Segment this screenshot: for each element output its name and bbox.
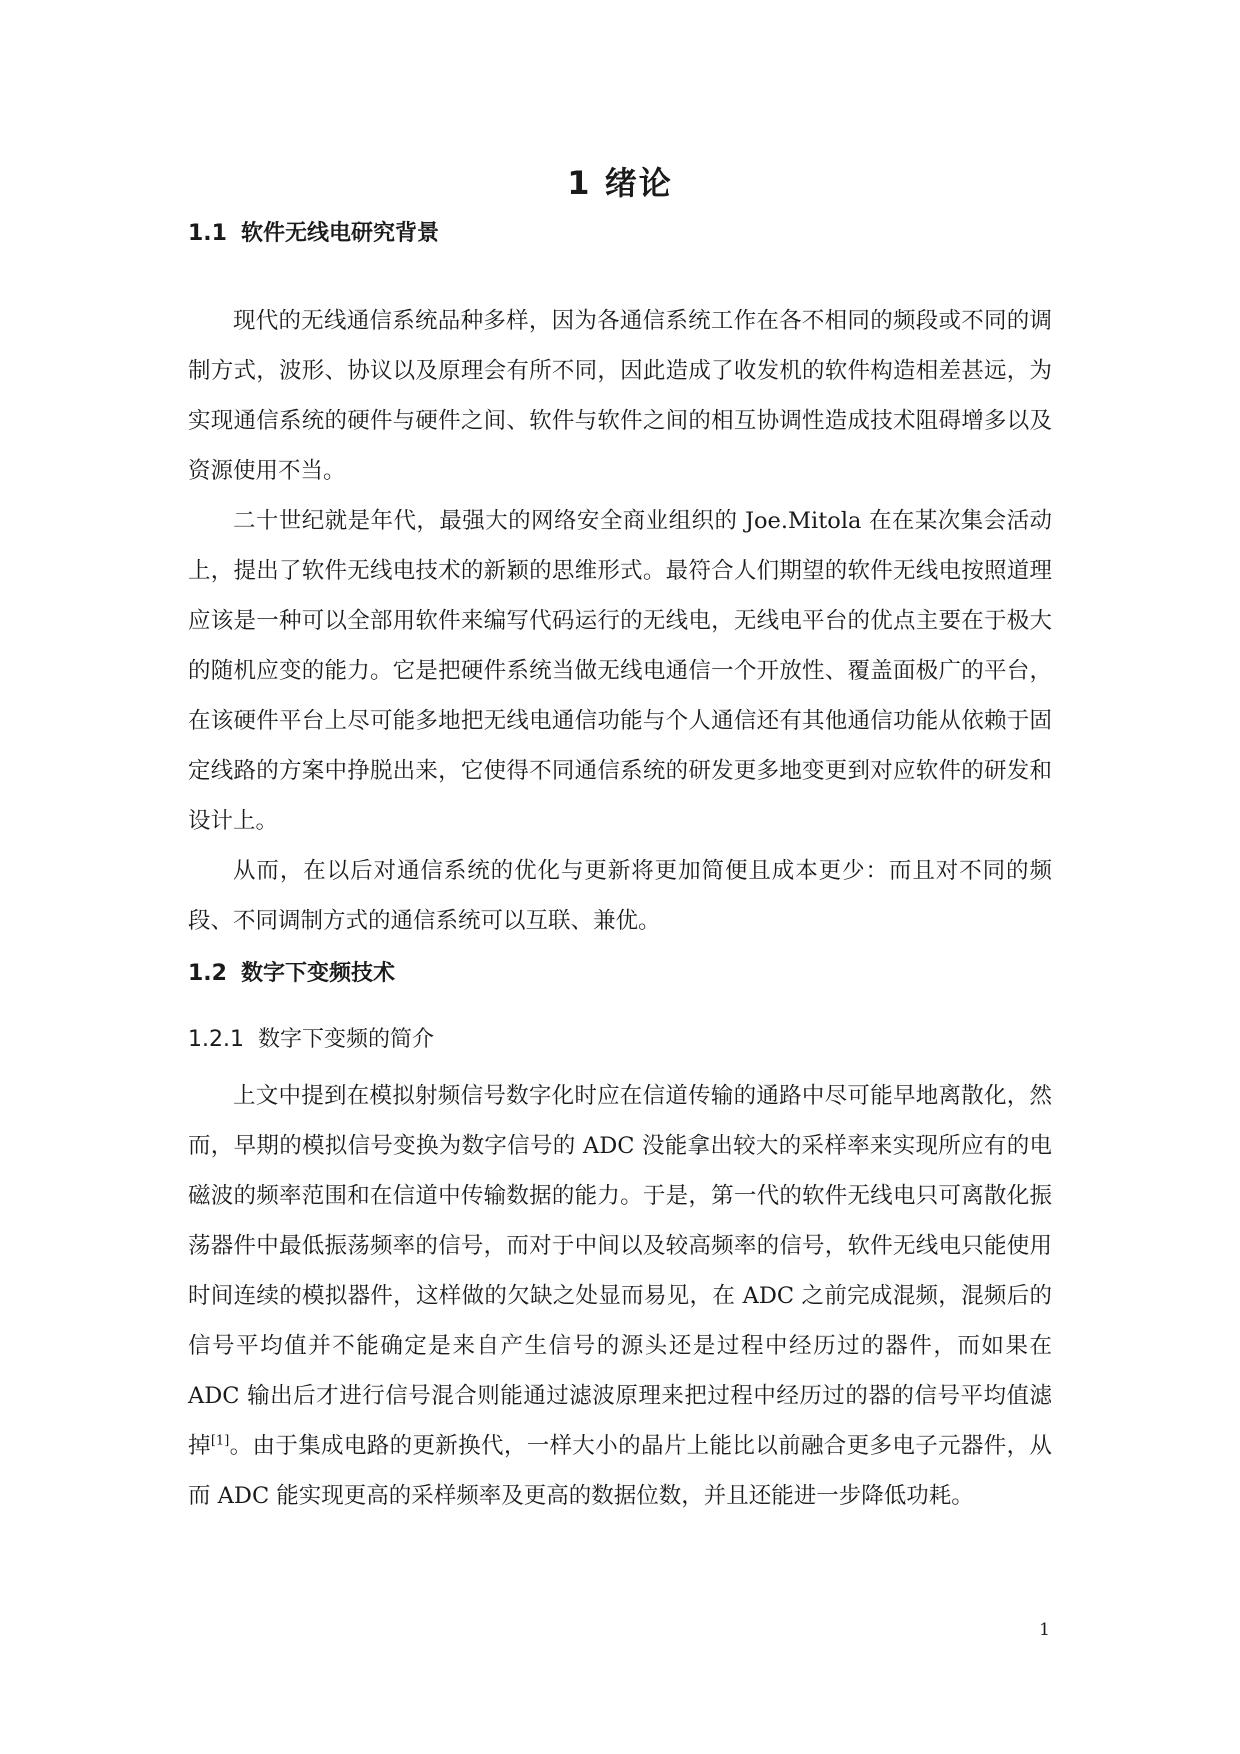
subsection-title: 数字下变频的简介	[257, 1027, 434, 1052]
section-heading-1-2	[188, 956, 395, 987]
paragraph-text-continued: 。由于集成电路的更新换代，一样大小的晶片上能比以前融合更多电子元器件，从而 ADC 能实现更高的采样频率及更高的数据位数，并且还能进一步降低功耗。	[188, 1433, 1052, 1509]
body-paragraph: 二十世纪就是年代，最强大的网络安全商业组织的 Joe.Mitola 在在某次集会活动上，提出了软件无线电技术的新颖的思维形式。最符合人们期望的软件无线电按照道理应该是一种可以全部用软件来编写代码运行的无线电，无线电平台的优点主要在于极大的随机应变的能力。它是把硬件系统当做无线电通信一个开放性、覆盖面极广的平台，在该硬件平台上尽可能多地把无线电通信功能与个人通信还有其他通信功能从依赖于固定线路的方案中挣脱出来，它使得不同通信系统的研发更多地变更到对应软件的研发和设计上。	[188, 508, 1052, 834]
section-number: 1.1	[188, 221, 227, 246]
section-number: 1.2	[188, 961, 227, 986]
chapter-title: 1 绪论	[567, 164, 673, 202]
subsection-number: 1.2.1	[188, 1027, 244, 1052]
section-title: 软件无线电研究背景	[240, 221, 439, 246]
subsection-heading-1-2-1	[188, 1022, 434, 1053]
section-title: 数字下变频技术	[240, 961, 395, 986]
page-number: 1	[1039, 1620, 1050, 1640]
body-paragraph: 现代的无线通信系统品种多样，因为各通信系统工作在各不相同的频段或不同的调制方式，波形、协议以及原理会有所不同，因此造成了收发机的软件构造相差甚远，为实现通信系统的硬件与硬件之间、软件与软件之间的相互协调性造成技术阻碍增多以及资源使用不当。	[188, 308, 1052, 484]
body-paragraph: 从而，在以后对通信系统的优化与更新将更加简便且成本更少：而且对不同的频段、不同调制方式的通信系统可以互联、兼优。	[188, 858, 1052, 934]
citation-marker: [1]	[210, 1433, 230, 1449]
body-paragraph	[188, 1071, 1052, 1521]
paragraph-text: 上文中提到在模拟射频信号数字化时应在信道传输的通路中尽可能早地离散化，然而，早期的模拟信号变换为数字信号的 ADC 没能拿出较大的采样率来实现所应有的电磁波的频率范围和在信道中传输数据的能力。于是，第一代的软件无线电只可离散化振荡器件中最低振荡频率的信号，而对于中间以及较高频率的信号，软件无线电只能使用时间连续的模拟器件，这样做的欠缺之处显而易见，在 ADC 之前完成混频，混频后的信号平均值并不能确定是来自产生信号的源头还是过程中经历过的器件，而如果在 ADC 输出后才进行信号混合则能通过滤波原理来把过程中经历过的器的信号平均值滤掉	[188, 1083, 1052, 1459]
section-heading-1-1	[188, 216, 439, 247]
